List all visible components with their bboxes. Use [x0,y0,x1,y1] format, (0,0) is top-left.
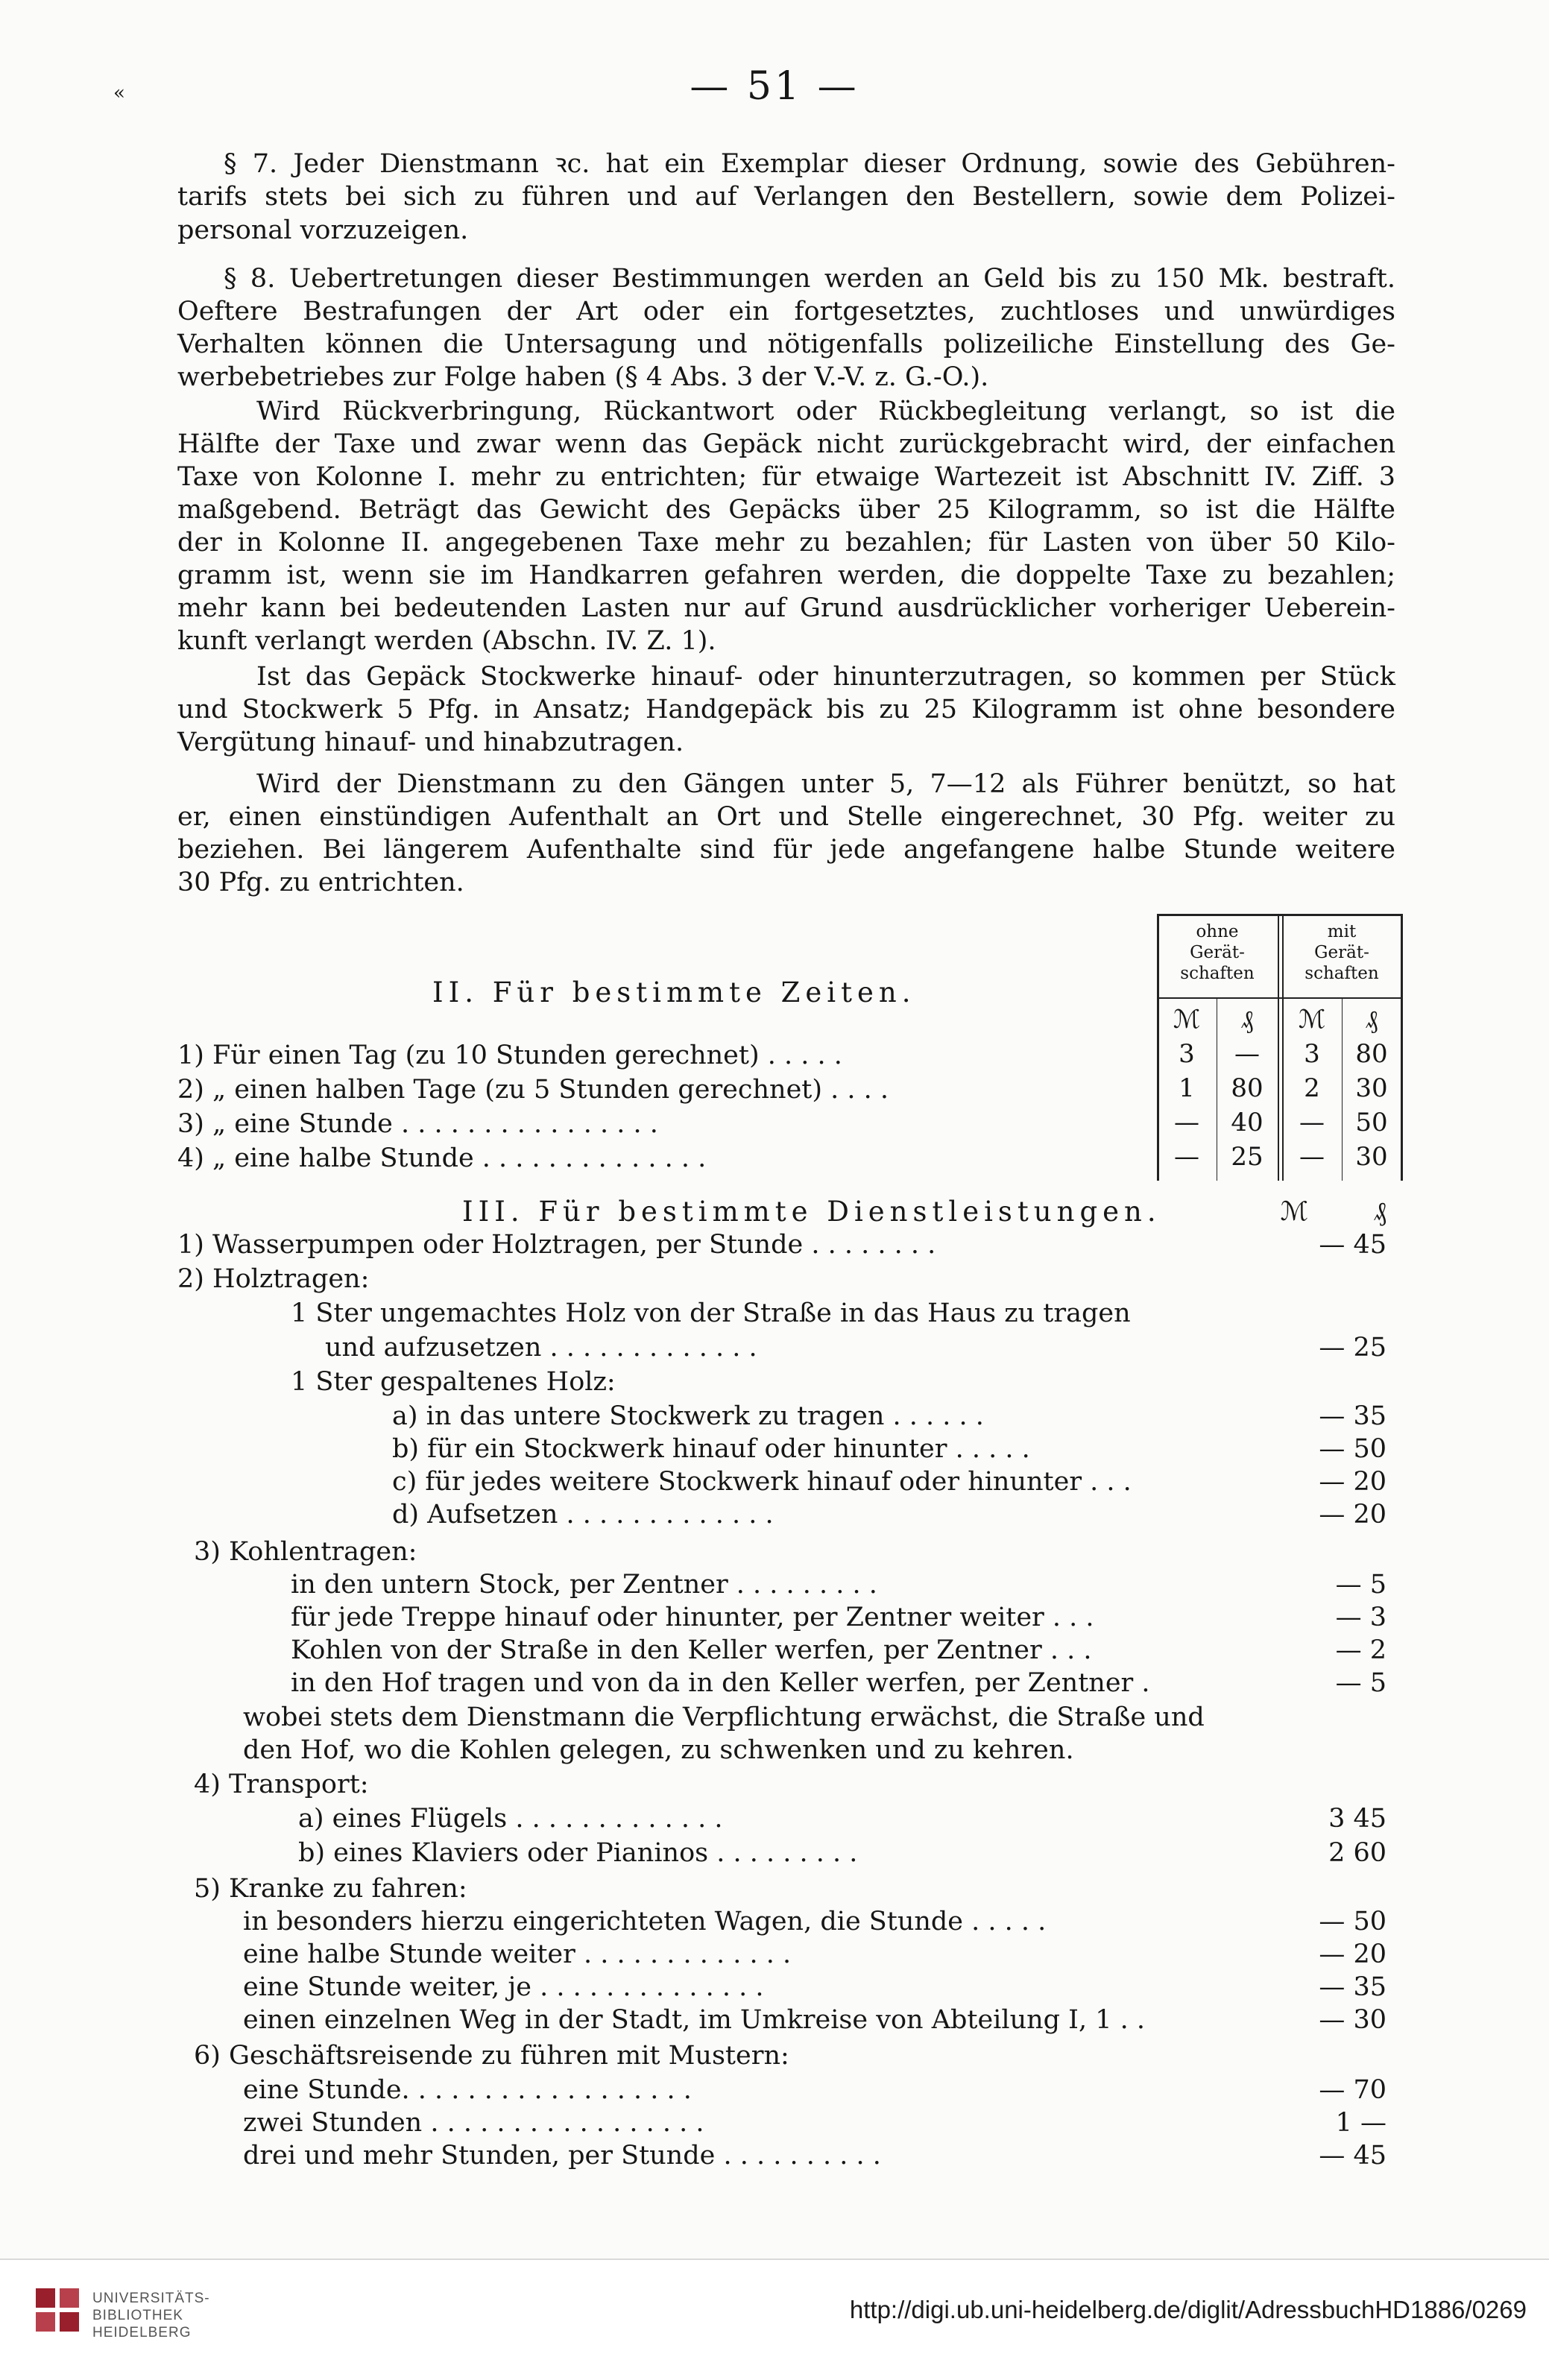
library-name-line: BIBLIOTHEK [92,2308,183,2323]
text-line: tarifs stets bei sich zu führen und auf Verlangen den Bestellern, sowie dem Polizei- [177,182,1395,212]
service-line: in besonders hierzu eingerichteten Wagen, die Stunde . . . . . [243,1907,1047,1936]
library-name [92,2290,210,2341]
library-name-line: UNIVERSITÄTS- [92,2291,210,2306]
service-line: eine halbe Stunde weiter . . . . . . . . . . . . . [243,1939,792,1969]
text-line: Vergütung hinauf- und hinabzutragen. [177,727,684,757]
table-cell: 3 [1304,1039,1320,1069]
table-cell: — [1174,1142,1199,1172]
table-cell: 3 [1179,1039,1195,1069]
text-line: er, einen einstündigen Aufenthalt an Ort und Stelle eingerechnet, 30 Pfg. weiter zu [177,802,1395,832]
table-cell: 25 [1231,1142,1264,1172]
text-line: Hälfte der Taxe und zwar wenn das Gepäck nicht zurückgebracht wird, der einfachen [177,429,1395,459]
amount: — 35 [1319,1972,1386,2002]
service-line: d) Aufsetzen . . . . . . . . . . . . . [392,1500,774,1530]
amount-unit-mark: ℳ [1280,1197,1308,1227]
col-header-mit: Gerät- [1314,943,1369,962]
service-line: eine Stunde. . . . . . . . . . . . . . . . . . [243,2075,692,2105]
viewer-footer [0,2259,1549,2380]
service-line: 2) Holztragen: [177,1264,370,1294]
library-name-line: HEIDELBERG [92,2325,192,2340]
table-cell: — [1299,1108,1325,1137]
text-line: mehr kann bei bedeutenden Lasten nur auf Grund ausdrücklicher vorheriger Ueberein- [177,593,1395,623]
amount: — 5 [1335,1570,1386,1600]
service-line: für jede Treppe hinauf oder hinunter, per Zentner weiter . . . [291,1603,1094,1632]
col-header-ohne: ohne [1196,922,1239,941]
amount: — 20 [1319,1467,1386,1497]
col-header-mit: mit [1327,922,1357,941]
service-line: 6) Geschäftsreisende zu führen mit Mustern: [194,2041,789,2071]
unit-pf: ₰ [1365,1005,1378,1035]
col-header-ohne: schaften [1180,964,1255,983]
table-cell: 30 [1355,1073,1388,1103]
table-cell: 2 [1304,1073,1320,1103]
fee-table [1157,914,1401,1181]
tariff-line: 2) „ einen halben Tage (zu 5 Stunden gerechnet) . . . . [177,1075,889,1105]
amount: — 25 [1319,1333,1386,1363]
service-line: den Hof, wo die Kohlen gelegen, zu schwenken und zu kehren. [243,1735,1074,1765]
text-line: kunft verlangt werden (Abschn. IV. Z. 1). [177,626,716,656]
service-line: zwei Stunden . . . . . . . . . . . . . . . . . [243,2108,704,2138]
service-line: in den untern Stock, per Zentner . . . . . . . . . [291,1570,877,1600]
amount: — 30 [1319,2005,1386,2035]
text-line: und Stockwerk 5 Pfg. in Ansatz; Handgepäck bis zu 25 Kilogramm ist ohne besondere [177,695,1395,725]
table-cell: 50 [1355,1108,1388,1137]
service-line: a) in das untere Stockwerk zu tragen . . . . . . [392,1401,984,1431]
table-cell: 80 [1355,1039,1388,1069]
amount: — 35 [1319,1401,1386,1431]
library-logo-icon [36,2288,79,2332]
service-line: a) eines Flügels . . . . . . . . . . . . . [298,1804,723,1834]
amount: — 50 [1319,1907,1386,1936]
text-line: 30 Pfg. zu entrichten. [177,868,464,897]
service-line: 1 Ster ungemachtes Holz von der Straße in das Haus zu tragen [291,1298,1131,1328]
table-cell: 80 [1231,1073,1264,1103]
page-number: — 51 — [690,64,859,109]
table-cell: — [1174,1108,1199,1137]
amount: 3 45 [1328,1804,1386,1834]
text-line: Oeftere Bestrafungen der Art oder ein fortgesetztes, zuchtloses und unwürdiges [177,297,1395,326]
source-url-link[interactable]: http://digi.ub.uni-heidelberg.de/diglit/AdressbuchHD1886/0269 [849,2296,1527,2323]
service-line: 1 Ster gespaltenes Holz: [291,1367,616,1397]
text-line: werbebetriebes zur Folge haben (§ 4 Abs. 3 der V.-V. z. G.-O.). [177,362,989,392]
amount: — 5 [1335,1668,1386,1698]
text-line: beziehen. Bei längerem Aufenthalte sind für jede angefangene halbe Stunde weitere [177,835,1395,865]
col-header-ohne: Gerät- [1190,943,1245,962]
service-line: Kohlen von der Straße in den Keller werfen, per Zentner . . . [291,1635,1092,1665]
service-line: c) für jedes weitere Stockwerk hinauf oder hinunter . . . [392,1467,1132,1497]
service-line: b) eines Klaviers oder Pianinos . . . . . . . . . [298,1838,858,1868]
section-heading-ii: II. Für bestimmte Zeiten. [432,976,916,1008]
service-line: in den Hof tragen und von da in den Keller werfen, per Zentner . [291,1668,1150,1698]
amount: 1 — [1335,2108,1386,2138]
amount: — 3 [1335,1603,1386,1632]
service-line: b) für ein Stockwerk hinauf oder hinunter . . . . . [392,1434,1030,1464]
table-cell: 30 [1355,1142,1388,1172]
tariff-line: 4) „ eine halbe Stunde . . . . . . . . . . . . . . [177,1143,707,1173]
table-cell: — [1299,1142,1325,1172]
service-line: 1) Wasserpumpen oder Holztragen, per Stunde . . . . . . . . [177,1230,936,1260]
service-line: 4) Transport: [194,1770,369,1799]
unit-mark: ℳ [1173,1005,1201,1035]
amount: — 45 [1319,2141,1386,2171]
service-line: wobei stets dem Dienstmann die Verpflichtung erwächst, die Straße und [243,1702,1205,1732]
amount: — 70 [1319,2075,1386,2105]
text-line: Verhalten können die Untersagung und nötigenfalls polizeiliche Einstellung des Ge- [177,329,1395,359]
text-line: Ist das Gepäck Stockwerke hinauf- oder hinunterzutragen, so kommen per Stück [256,662,1395,692]
unit-mark: ℳ [1298,1005,1326,1035]
text-line: maßgebend. Beträgt das Gewicht des Gepäcks über 25 Kilogramm, so ist die Hälfte [177,495,1395,525]
text-line: § 7. Jeder Dienstmann ꝛc. hat ein Exemplar dieser Ordnung, sowie des Gebühren- [224,149,1395,179]
amount: — 45 [1319,1230,1386,1260]
table-cell: 40 [1231,1108,1264,1137]
table-cell: — [1234,1039,1260,1069]
tariff-line: 1) Für einen Tag (zu 10 Stunden gerechnet) . . . . . [177,1041,842,1070]
amount: — 2 [1335,1635,1386,1665]
amount-unit-pf: ₰ [1373,1197,1386,1227]
amount: — 20 [1319,1939,1386,1969]
corner-mark: « [113,82,125,104]
service-line: einen einzelnen Weg in der Stadt, im Umkreise von Abteilung I, 1 . . [243,2005,1146,2035]
amount: — 20 [1319,1500,1386,1530]
table-cell: 1 [1179,1073,1195,1103]
text-line: der in Kolonne II. angegebenen Taxe mehr zu bezahlen; für Lasten von über 50 Kilo- [177,528,1395,558]
service-line: drei und mehr Stunden, per Stunde . . . . . . . . . . [243,2141,881,2171]
amount: 2 60 [1328,1838,1386,1868]
text-line: Wird der Dienstmann zu den Gängen unter 5, 7—12 als Führer benützt, so hat [256,769,1395,799]
service-line: und aufzusetzen . . . . . . . . . . . . . [325,1333,757,1363]
text-line: gramm ist, wenn sie im Handkarren gefahren werden, die doppelte Taxe zu bezahlen; [177,561,1395,590]
service-line: eine Stunde weiter, je . . . . . . . . . . . . . . [243,1972,764,2002]
unit-pf: ₰ [1240,1005,1254,1035]
amount: — 50 [1319,1434,1386,1464]
service-line: 5) Kranke zu fahren: [194,1874,467,1904]
col-header-mit: schaften [1304,964,1379,983]
text-line: Taxe von Kolonne I. mehr zu entrichten; für etwaige Wartezeit ist Abschnitt IV. Ziff. 3 [177,462,1395,492]
service-line: 3) Kohlentragen: [194,1537,417,1567]
text-line: personal vorzuzeigen. [177,215,469,245]
section-heading-iii: III. Für bestimmte Dienstleistungen. [462,1196,1161,1228]
tariff-line: 3) „ eine Stunde . . . . . . . . . . . . . . . . [177,1109,658,1139]
text-line: Wird Rückverbringung, Rückantwort oder Rückbegleitung verlangt, so ist die [256,397,1395,426]
text-line: § 8. Uebertretungen dieser Bestimmungen werden an Geld bis zu 150 Mk. bestraft. [224,264,1395,294]
